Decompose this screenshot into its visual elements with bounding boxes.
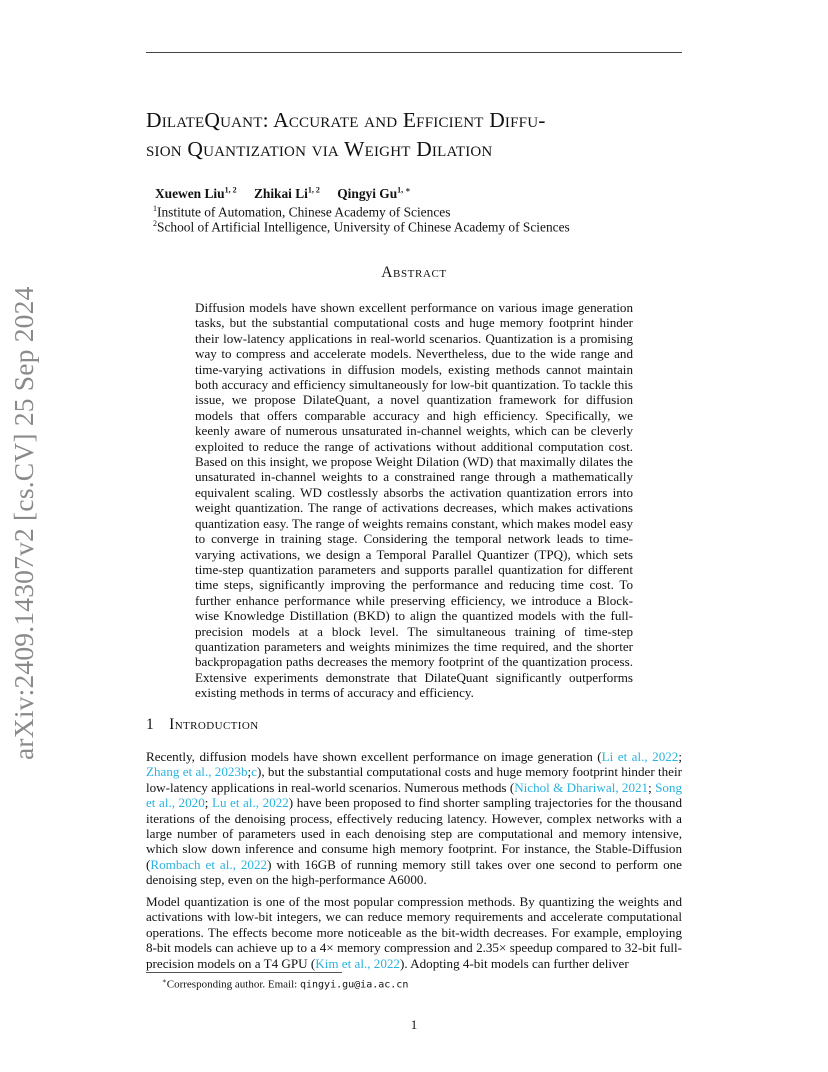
citation-link[interactable]: Li et al., 2022: [601, 749, 679, 764]
intro-paragraph-2: Model quantization is one of the most popular compression methods. By quantizing the weights and activations with low-bit integers, we can reduce memory requirements and accelerate computational operations. The effects become more noticeable as the bit-width decreases. For example, employing 8-bit models can achieve up to a 4× memory compression and 2.35× speedup compared to 32-bit full-precision models on a T4 GPU (Kim et al., 2022). Adopting 4-bit models can further deliver: [146, 894, 682, 971]
author: Xuewen Liu$^{1, 2}$: [155, 186, 237, 202]
citation-link[interactable]: Nichol & Dhariwal, 2021: [514, 779, 649, 795]
affiliation: $^2$School of Artificial Intelligence, University of Chinese Academy of Sciences: [153, 219, 570, 235]
citation-link[interactable]: Lu et al., 2022: [211, 795, 289, 811]
citation-link[interactable]: Zhang et al., 2023b: [146, 764, 248, 780]
citation-link[interactable]: Song et al., 2020: [146, 779, 682, 811]
citation-link[interactable]: Kim et al., 2022: [315, 955, 400, 971]
email-address: qingyi.gu@ia.ac.cn: [299, 979, 409, 991]
intro-paragraph-1: Recently, diffusion models have shown excellent performance on image generation (Li et al., 2022; Zhang et al., 2023b;c), but the substantial computational costs and huge memory footprint hinder their low-latency applications in real-world scenarios. Numerous methods (Nichol & Dhariwal, 2021; Song et al., 2020; Lu et al., 2022) have been proposed to find shorter sampling trajectories for the thousand iterations of the denoising process, effectively reducing latency. However, complex networks with a large number of parameters used in each denoising step are computational and memory intensive, which slow down inference and consume high memory footprint. For instance, the Stable-Diffusion (Rombach et al., 2022) with 16GB of running memory still takes over one second to perform one denoising step, even on the high-performance A6000.: [146, 749, 683, 888]
footnote-rule: [146, 972, 342, 973]
paper-title: [146, 106, 706, 164]
author: Qingyi $Gu^{1, ∗}$: [337, 186, 411, 202]
abstract-heading: Abstract: [381, 264, 447, 281]
author-list: [155, 185, 425, 202]
page-number: 1: [410, 1017, 418, 1032]
arxiv-stamp: arXiv:2409.14307v2 [cs.CV] 25 Sep 2024: [8, 286, 39, 760]
citation-link[interactable]: c: [251, 764, 257, 780]
citation-link[interactable]: Rombach et al., 2022: [150, 856, 268, 872]
title-line-1: DilateQuant: Accurate and Efficient Diffu-: [146, 108, 546, 132]
top-rule: [146, 52, 682, 53]
abstract-body: Diffusion models have shown excellent performance on various image generation tasks, but the substantial computational costs and huge memory footprint hinder their low-latency applications in real-world scenarios. Quantization is a promising way to compress and accelerate models. Nevertheless, due to the wide range and time-varying activations in diffusion models, existing methods cannot maintain both accuracy and efficiency simultaneously for low-bit quantization. To tackle this issue, we propose DilateQuant, a novel quantization framework for diffusion models that offers comparable accuracy and high efficiency. Specifically, we keenly aware of numerous unsaturated in-channel weights, which can be cleverly exploited to reduce the range of activations without additional computation cost. Based on this insight, we propose Weight Dilation (WD) that maximally dilates the unsaturated in-channel weights to a constrained range through a mathematically equivalent scaling. WD costlessly absorbs the activation quantization errors into weight quantization. The range of activations decreases, which makes activations quantization easy. The range of weights remains constant, which makes model easy to converge in training stage. Considering the temporal network leads to time-varying activations, we design a Temporal Parallel Quantizer (TPQ), which sets time-step quantization parameters and supports parallel quantization for different time steps, significantly improving the performance and reducing time cost. To further enhance performance while preserving efficiency, we introduce a Block-wise Knowledge Distillation (BKD) to align the quantized models with the full-precision models at a block level. The simultaneous training of time-step quantization parameters and weights minimizes the time required, and the shorter backpropagation paths decreases the memory footprint of the quantization process. Extensive experiments demonstrate that DilateQuant significantly outperforms existing methods in terms of accuracy and efficiency.: [195, 300, 633, 701]
title-line-2: sion Quantization via Weight Dilation: [146, 137, 493, 161]
section-heading: 1 Introduction: [146, 716, 259, 733]
affiliation: $^1$Institute of Automation, Chinese Academy of Sciences: [153, 204, 451, 220]
author: Zhikai Li$^{1, 2}$: [253, 186, 320, 202]
footnote: ∗Corresponding author. Email: qingyi.gu@ia.ac.cn: [162, 977, 409, 991]
